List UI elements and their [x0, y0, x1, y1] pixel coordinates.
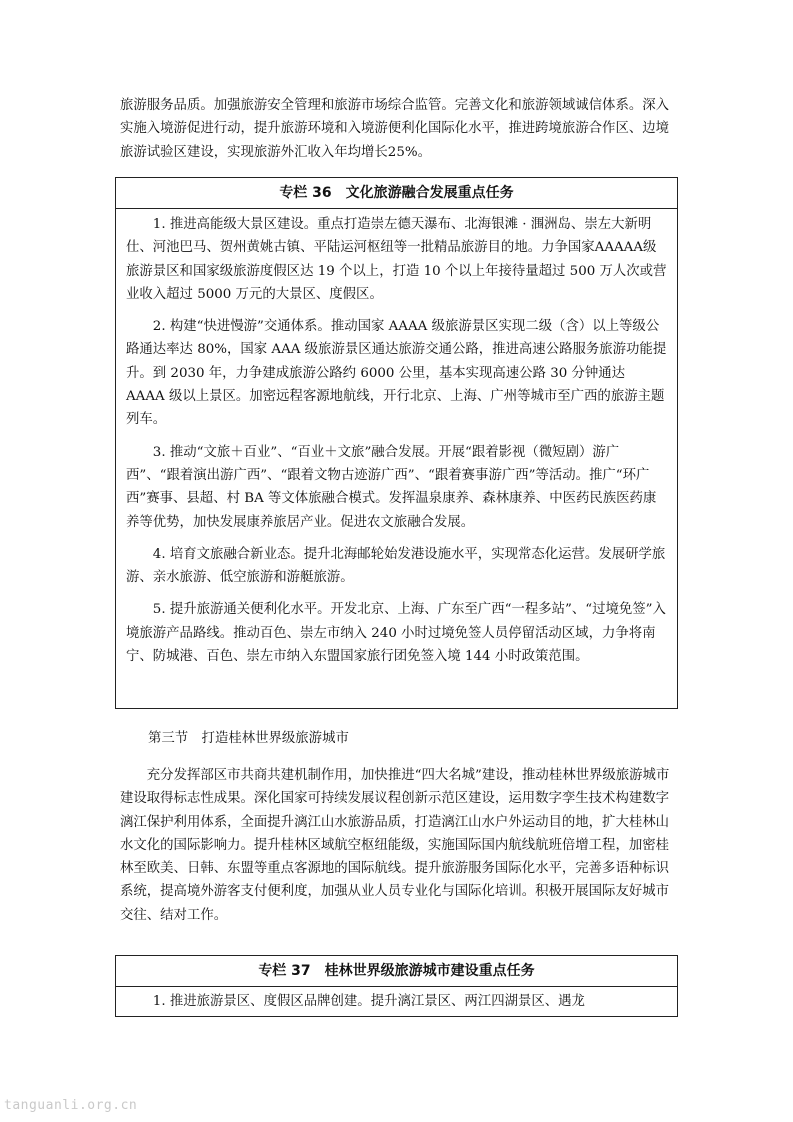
box36-item-3: 3. 推动“文旅＋百业”、“百业＋文旅”融合发展。开展“跟着影视（微短剧）游广西”、“跟着演出游广西”、“跟着文物古迹游广西”、“跟着赛事游广西”等活动。推广“环广西”赛事、县超、村 BA 等文体旅融合模式。发挥温泉康养、森林康养、中医药民族医药康养等优势，加快发展康养旅居产业。促进农文旅融合发展。: [126, 444, 657, 530]
box36-item-5: 5. 提升旅游通关便利化水平。开发北京、上海、广东至广西“一程多站”、“过境免签”入境旅游产品路线。推动百色、崇左市纳入 240 小时过境免签人员停留活动区域，力争将南宁、防城港、百色、崇左市纳入东盟国家旅行团免签入境 144 小时政策范围。: [126, 602, 666, 665]
section-paragraph: 充分发挥部区市共商共建机制作用，加快推进“四大名城”建设，推动桂林世界级旅游城市建设取得标志性成果。深化国家可持续发展议程创新示范区建设，运用数字孪生技术构建数字漓江保护利用体系，全面提升漓江山水旅游品质，打造漓江山水户外运动目的地，扩大桂林山水文化的国际影响力。提升桂林区域航空枢纽能级，实施国际国内航线航班倍增工程，加密桂林至欧美、日韩、东盟等重点客源地的国际航线。提升旅游服务国际化水平，完善多语种标识系统，提高境外游客支付便利度，加强从业人员专业化与国际化培训。积极开展国际友好城市交往、结对工作。: [120, 768, 670, 923]
intro-paragraph: 旅游服务品质。加强旅游安全管理和旅游市场综合监管。完善文化和旅游领域诚信体系。深入实施入境游促进行动，提升旅游环境和入境游便利化国际化水平，推进跨境旅游合作区、边境旅游试验区建设，实现旅游外汇收入年均增长25%。: [120, 98, 670, 160]
box36-item-2: 2. 构建“快进慢游”交通体系。推动国家 AAAA 级旅游景区实现二级（含）以上等级公路通达率达 80%，国家 AAA 级旅游景区通达旅游交通公路，推进高速公路服务旅游功能提升。到 2030 年，力争建成旅游公路约 6000 公里，基本实现高速公路 30 分钟通达 AAAA 级以上景区。加密远程客源地航线，开行北京、上海、广州等城市至广西的旅游主题列车。: [126, 319, 667, 428]
column-box-36-body: [116, 209, 677, 674]
column-box-37: [115, 955, 678, 1017]
column-box-36-title: 专栏 36 文化旅游融合发展重点任务: [116, 178, 677, 209]
box37-item-1: 1. 推进旅游景区、度假区品牌创建。提升漓江景区、两江四湖景区、遇龙: [152, 994, 585, 1009]
column-box-36: [115, 177, 678, 709]
watermark: tanguanli.org.cn: [4, 1098, 138, 1113]
box36-item-4: 4. 培育文旅融合新业态。提升北海邮轮始发港设施水平，实现常态化运营。发展研学旅游、亲水旅游、低空旅游和游艇旅游。: [126, 546, 666, 586]
column-box-37-body: [116, 987, 677, 1019]
column-box-37-title: 专栏 37 桂林世界级旅游城市建设重点任务: [116, 956, 677, 987]
box36-item-1: 1. 推进高能级大景区建设。重点打造崇左德天瀑布、北海银滩 · 涠洲岛、崇左大新明仕、河池巴马、贺州黄姚古镇、平陆运河枢纽等一批精品旅游目的地。力争国家AAAAA级旅游景区和国家级旅游度假区达 19 个以上，打造 10 个以上年接待量超过 500 万人次或营业收入超过 5000 万元的大景区、度假区。: [126, 217, 667, 302]
section-heading: 第三节 打造桂林世界级旅游城市: [148, 731, 349, 746]
